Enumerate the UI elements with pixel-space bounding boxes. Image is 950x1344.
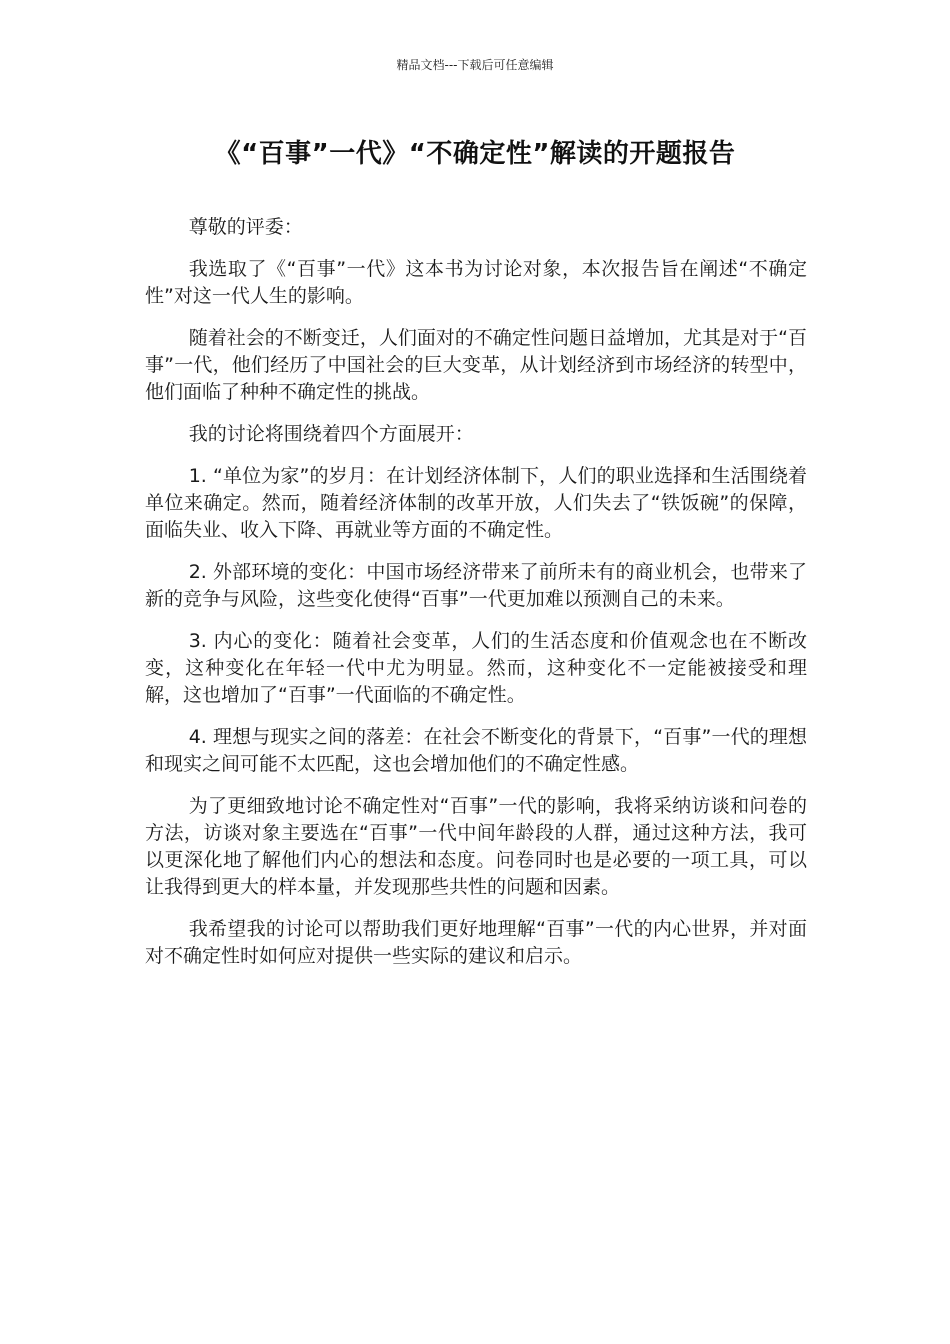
paragraph-outline: 我的讨论将围绕着四个方面展开： xyxy=(188,423,474,445)
document-title: 《“百事”一代》“不确定性”解读的开题报告 xyxy=(214,139,736,169)
list-item-point-2: 2. 外部环境的变化：中国市场经济带来了前所未有的商业机会，也带来了新的竞争与风险，这些变化使得“百事”一代更加难以预测自己的未来。 xyxy=(145,561,807,610)
paragraph-background: 随着社会的不断变迁，人们面对的不确定性问题日益增加，尤其是对于“百事”一代，他们经历了中国社会的巨大变革，从计划经济到市场经济的转型中，他们面临了种种不确定性的挑战。 xyxy=(145,327,807,403)
list-item-point-1: 1. “单位为家”的岁月：在计划经济体制下，人们的职业选择和生活围绕着单位来确定。然而，随着经济体制的改革开放，人们失去了“铁饭碗”的保障，面临失业、收入下降、再就业等方面的不确定性。 xyxy=(145,465,807,541)
document-body xyxy=(145,214,807,985)
paragraph-method: 为了更细致地讨论不确定性对“百事”一代的影响，我将采纳访谈和问卷的方法，访谈对象主要选在“百事”一代中间年龄段的人群，通过这种方法，我可以更深化地了解他们内心的想法和态度。问卷同时也是必要的一项工具，可以让我得到更大的样本量，并发现那些共性的问题和因素。 xyxy=(145,795,807,898)
salutation: 尊敬的评委： xyxy=(188,216,303,238)
page-header: 精品文档---下载后可任意编辑 xyxy=(396,58,554,72)
list-item-point-4: 4. 理想与现实之间的落差：在社会不断变化的背景下，“百事”一代的理想和现实之间可能不太匹配，这也会增加他们的不确定性感。 xyxy=(145,726,807,775)
list-item-point-3: 3. 内心的变化：随着社会变革，人们的生活态度和价值观念也在不断改变，这种变化在年轻一代中尤为明显。然而，这种变化不一定能被接受和理解，这也增加了“百事”一代面临的不确定性。 xyxy=(145,630,807,706)
paragraph-intro: 我选取了《“百事”一代》这本书为讨论对象，本次报告旨在阐述“不确定性”对这一代人生的影响。 xyxy=(145,258,807,307)
paragraph-conclusion: 我希望我的讨论可以帮助我们更好地理解“百事”一代的内心世界，并对面对不确定性时如何应对提供一些实际的建议和启示。 xyxy=(145,918,807,967)
